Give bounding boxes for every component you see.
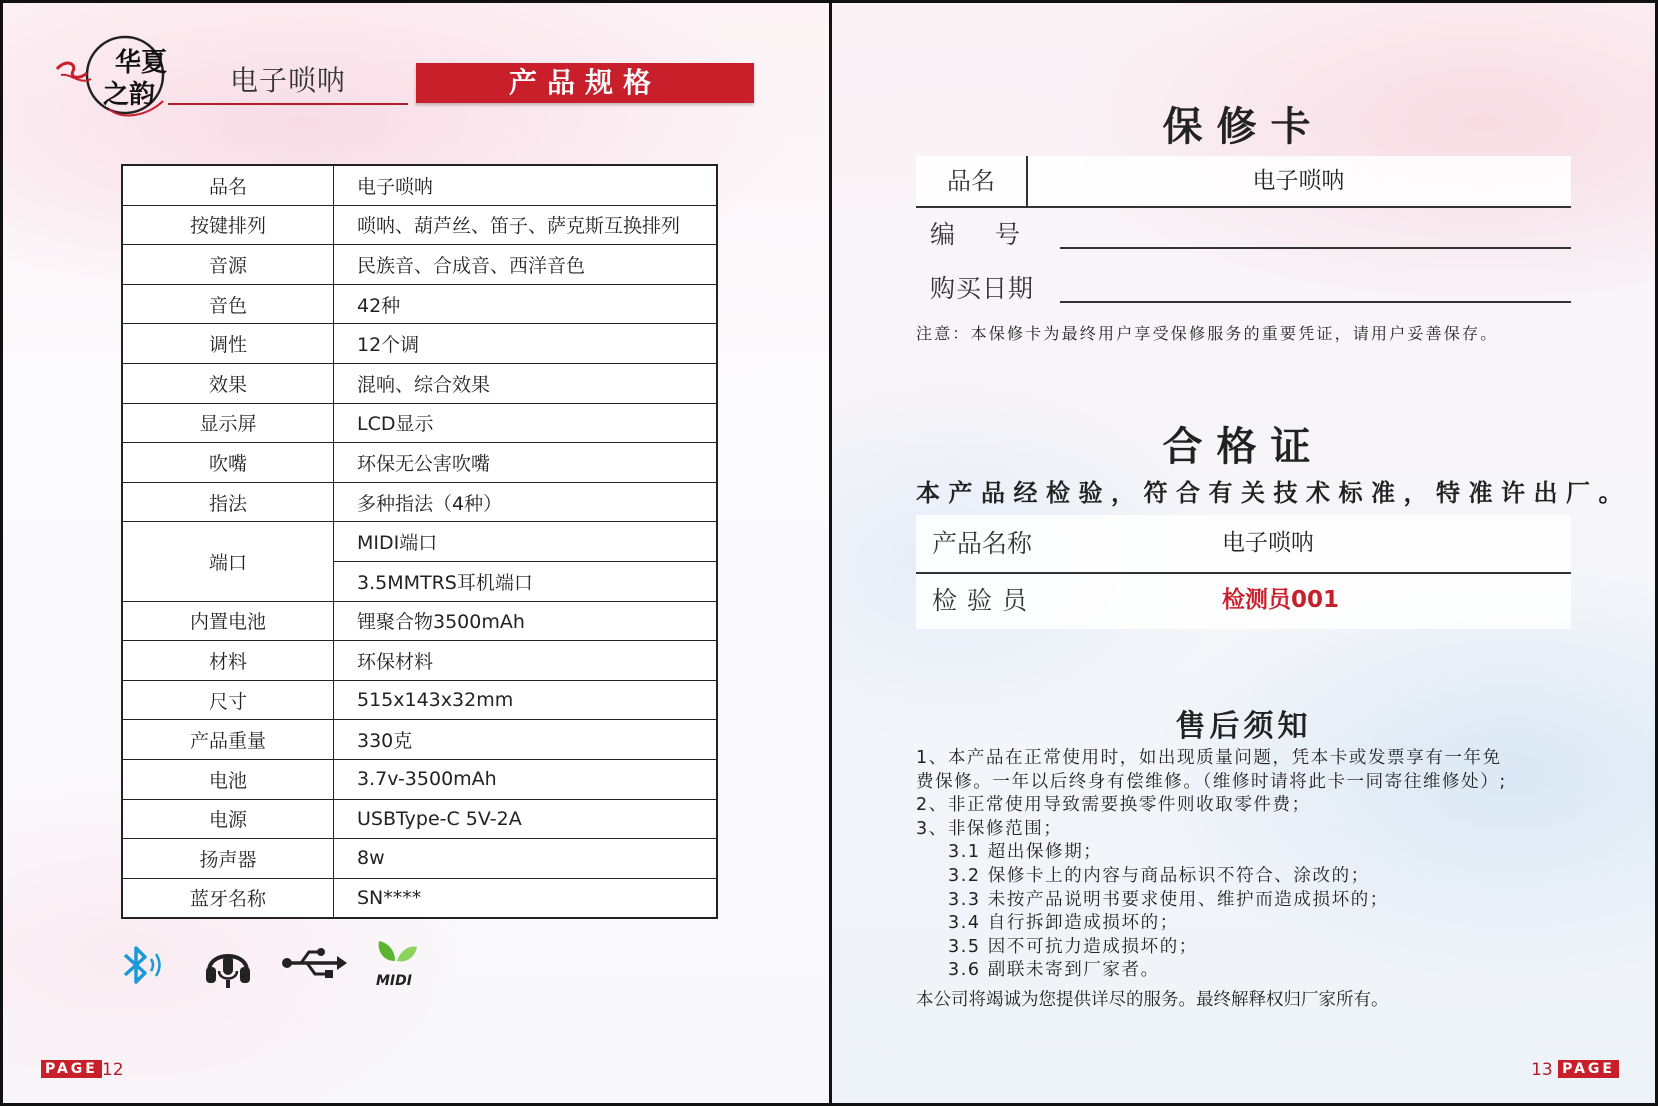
spec-value: 唢呐、葫芦丝、笛子、萨克斯互换排列 <box>334 205 718 245</box>
spec-key: 音色 <box>122 284 334 324</box>
spec-row <box>122 205 717 245</box>
after-sales-item: 2、非正常使用导致需要换零件则收取零件费； <box>916 795 1311 816</box>
spec-value: SN**** <box>334 878 718 918</box>
left-page <box>3 3 829 1103</box>
spec-row <box>122 443 717 483</box>
certificate-product-value: 电子唢呐 <box>1222 530 1314 556</box>
page-number-value: 12 <box>101 1060 124 1080</box>
after-sales-subitem: 3.3 未按产品说明书要求使用、维护而造成损坏的； <box>948 889 1389 910</box>
feature-icons <box>119 943 439 993</box>
serial-number-line <box>1060 247 1571 249</box>
spec-value: 3.5MMTRS耳机端口 <box>334 561 718 601</box>
spec-value: 环保材料 <box>334 641 718 681</box>
spec-row <box>122 522 717 562</box>
purchase-date-field[interactable] <box>930 265 1571 305</box>
after-sales-item: 3、非保修范围； <box>916 818 1063 839</box>
warranty-title: 保修卡 <box>1162 103 1325 150</box>
header-banner: 产品规格 <box>416 63 754 103</box>
spec-row <box>122 165 717 205</box>
serial-number-field[interactable] <box>930 211 1571 251</box>
spec-value: 42种 <box>334 284 718 324</box>
spec-value: MIDI端口 <box>334 522 718 562</box>
spec-key: 吹嘴 <box>122 443 334 483</box>
purchase-date-label: 购买日期 <box>930 274 1035 303</box>
page-number-right <box>1531 1060 1619 1080</box>
warranty-product-value: 电子唢呐 <box>1252 168 1345 194</box>
spec-value: 环保无公害吹嘴 <box>334 443 718 483</box>
spec-key: 调性 <box>122 324 334 364</box>
spec-key: 指法 <box>122 482 334 522</box>
spec-row <box>122 839 717 879</box>
purchase-date-line <box>1060 301 1571 303</box>
certificate-product-label: 产品名称 <box>932 529 1033 558</box>
midi-icon <box>373 937 419 991</box>
after-sales-subitem: 3.6 副联未寄到厂家者。 <box>948 960 1160 981</box>
logo-text-2: 之韵 <box>103 80 156 110</box>
spec-row <box>122 245 717 285</box>
spec-value: 锂聚合物3500mAh <box>334 601 718 641</box>
headset-icon <box>203 943 253 991</box>
certificate-statement: 本产品经检验，符合有关技术标准，特准许出厂。 <box>916 478 1631 507</box>
spec-key: 内置电池 <box>122 601 334 641</box>
warranty-note: 注意：本保修卡为最终用户享受保修服务的重要凭证，请用户妥善保存。 <box>916 324 1499 343</box>
after-sales-subitem: 3.1 超出保修期； <box>948 842 1103 863</box>
spec-row <box>122 759 717 799</box>
certificate-inspector-value: 检测员001 <box>1222 587 1340 613</box>
usb-icon <box>281 943 347 983</box>
spec-row <box>122 878 717 918</box>
spec-key: 尺寸 <box>122 680 334 720</box>
spec-value: 电子唢呐 <box>334 165 718 205</box>
spec-key: 品名 <box>122 165 334 205</box>
spec-value: 330克 <box>334 720 718 760</box>
header-product-name: 电子唢呐 <box>168 59 408 105</box>
spec-value: 515x143x32mm <box>334 680 718 720</box>
spec-key: 音源 <box>122 245 334 285</box>
spec-key: 产品重量 <box>122 720 334 760</box>
page-tag: PAGE <box>1558 1060 1619 1078</box>
after-sales-subitem: 3.2 保修卡上的内容与商品标识不符合、涂改的； <box>948 865 1370 886</box>
spec-value: USBType-C 5V-2A <box>334 799 718 839</box>
spec-value: 民族音、合成音、西洋音色 <box>334 245 718 285</box>
spec-key: 电源 <box>122 799 334 839</box>
serial-number-label: 编号 <box>930 220 1061 249</box>
certificate-inspector-row <box>916 572 1571 629</box>
spec-row <box>122 720 717 760</box>
spec-key: 电池 <box>122 759 334 799</box>
spec-row <box>122 641 717 681</box>
spec-row <box>122 403 717 443</box>
after-sales-item: 费保修。一年以后终身有偿维修。（维修时请将此卡一同寄往维修处）; <box>916 771 1507 792</box>
spec-key: 效果 <box>122 363 334 403</box>
after-sales-title: 售后须知 <box>1175 709 1312 744</box>
logo-text-1: 华夏 <box>115 48 168 78</box>
after-sales-subitem: 3.4 自行拆卸造成损坏的； <box>948 913 1179 934</box>
certificate-box <box>916 515 1571 629</box>
spec-key: 材料 <box>122 641 334 681</box>
spec-value: 3.7v-3500mAh <box>334 759 718 799</box>
spec-row <box>122 601 717 641</box>
warranty-product-row <box>916 156 1571 208</box>
midi-label: MIDI <box>376 973 412 989</box>
spec-key: 扬声器 <box>122 839 334 879</box>
right-page <box>832 3 1655 1103</box>
spec-key: 按键排列 <box>122 205 334 245</box>
spec-row <box>122 482 717 522</box>
closing-statement: 本公司将竭诚为您提供详尽的服务。最终解释权归厂家所有。 <box>916 990 1389 1010</box>
spec-row <box>122 363 717 403</box>
spec-value: 多种指法（4种） <box>334 482 718 522</box>
spec-value: 混响、综合效果 <box>334 363 718 403</box>
after-sales-item: 1、本产品在正常使用时，如出现质量问题，凭本卡或发票享有一年免 <box>916 748 1502 768</box>
bluetooth-icon <box>119 943 167 987</box>
spec-key: 显示屏 <box>122 403 334 443</box>
brand-logo <box>51 29 169 119</box>
page-number-value: 13 <box>1531 1060 1553 1080</box>
spec-row <box>122 284 717 324</box>
certificate-product-row <box>916 515 1571 574</box>
spec-key: 蓝牙名称 <box>122 878 334 918</box>
spec-key: 端口 <box>122 522 334 601</box>
page-tag: PAGE <box>41 1060 102 1078</box>
certificate-inspector-label: 检验员 <box>932 586 1038 615</box>
warranty-product-label: 品名 <box>916 156 1028 206</box>
spec-value: 12个调 <box>334 324 718 364</box>
after-sales-list <box>916 747 1576 983</box>
spec-row <box>122 680 717 720</box>
spec-value: 8w <box>334 839 718 879</box>
after-sales-subitem: 3.5 因不可抗力造成损坏的； <box>948 936 1198 957</box>
spec-value: LCD显示 <box>334 403 718 443</box>
spec-row <box>122 324 717 364</box>
page-number-left <box>41 1060 124 1080</box>
spec-table <box>121 164 718 919</box>
certificate-title: 合格证 <box>1162 423 1325 470</box>
spec-row <box>122 799 717 839</box>
